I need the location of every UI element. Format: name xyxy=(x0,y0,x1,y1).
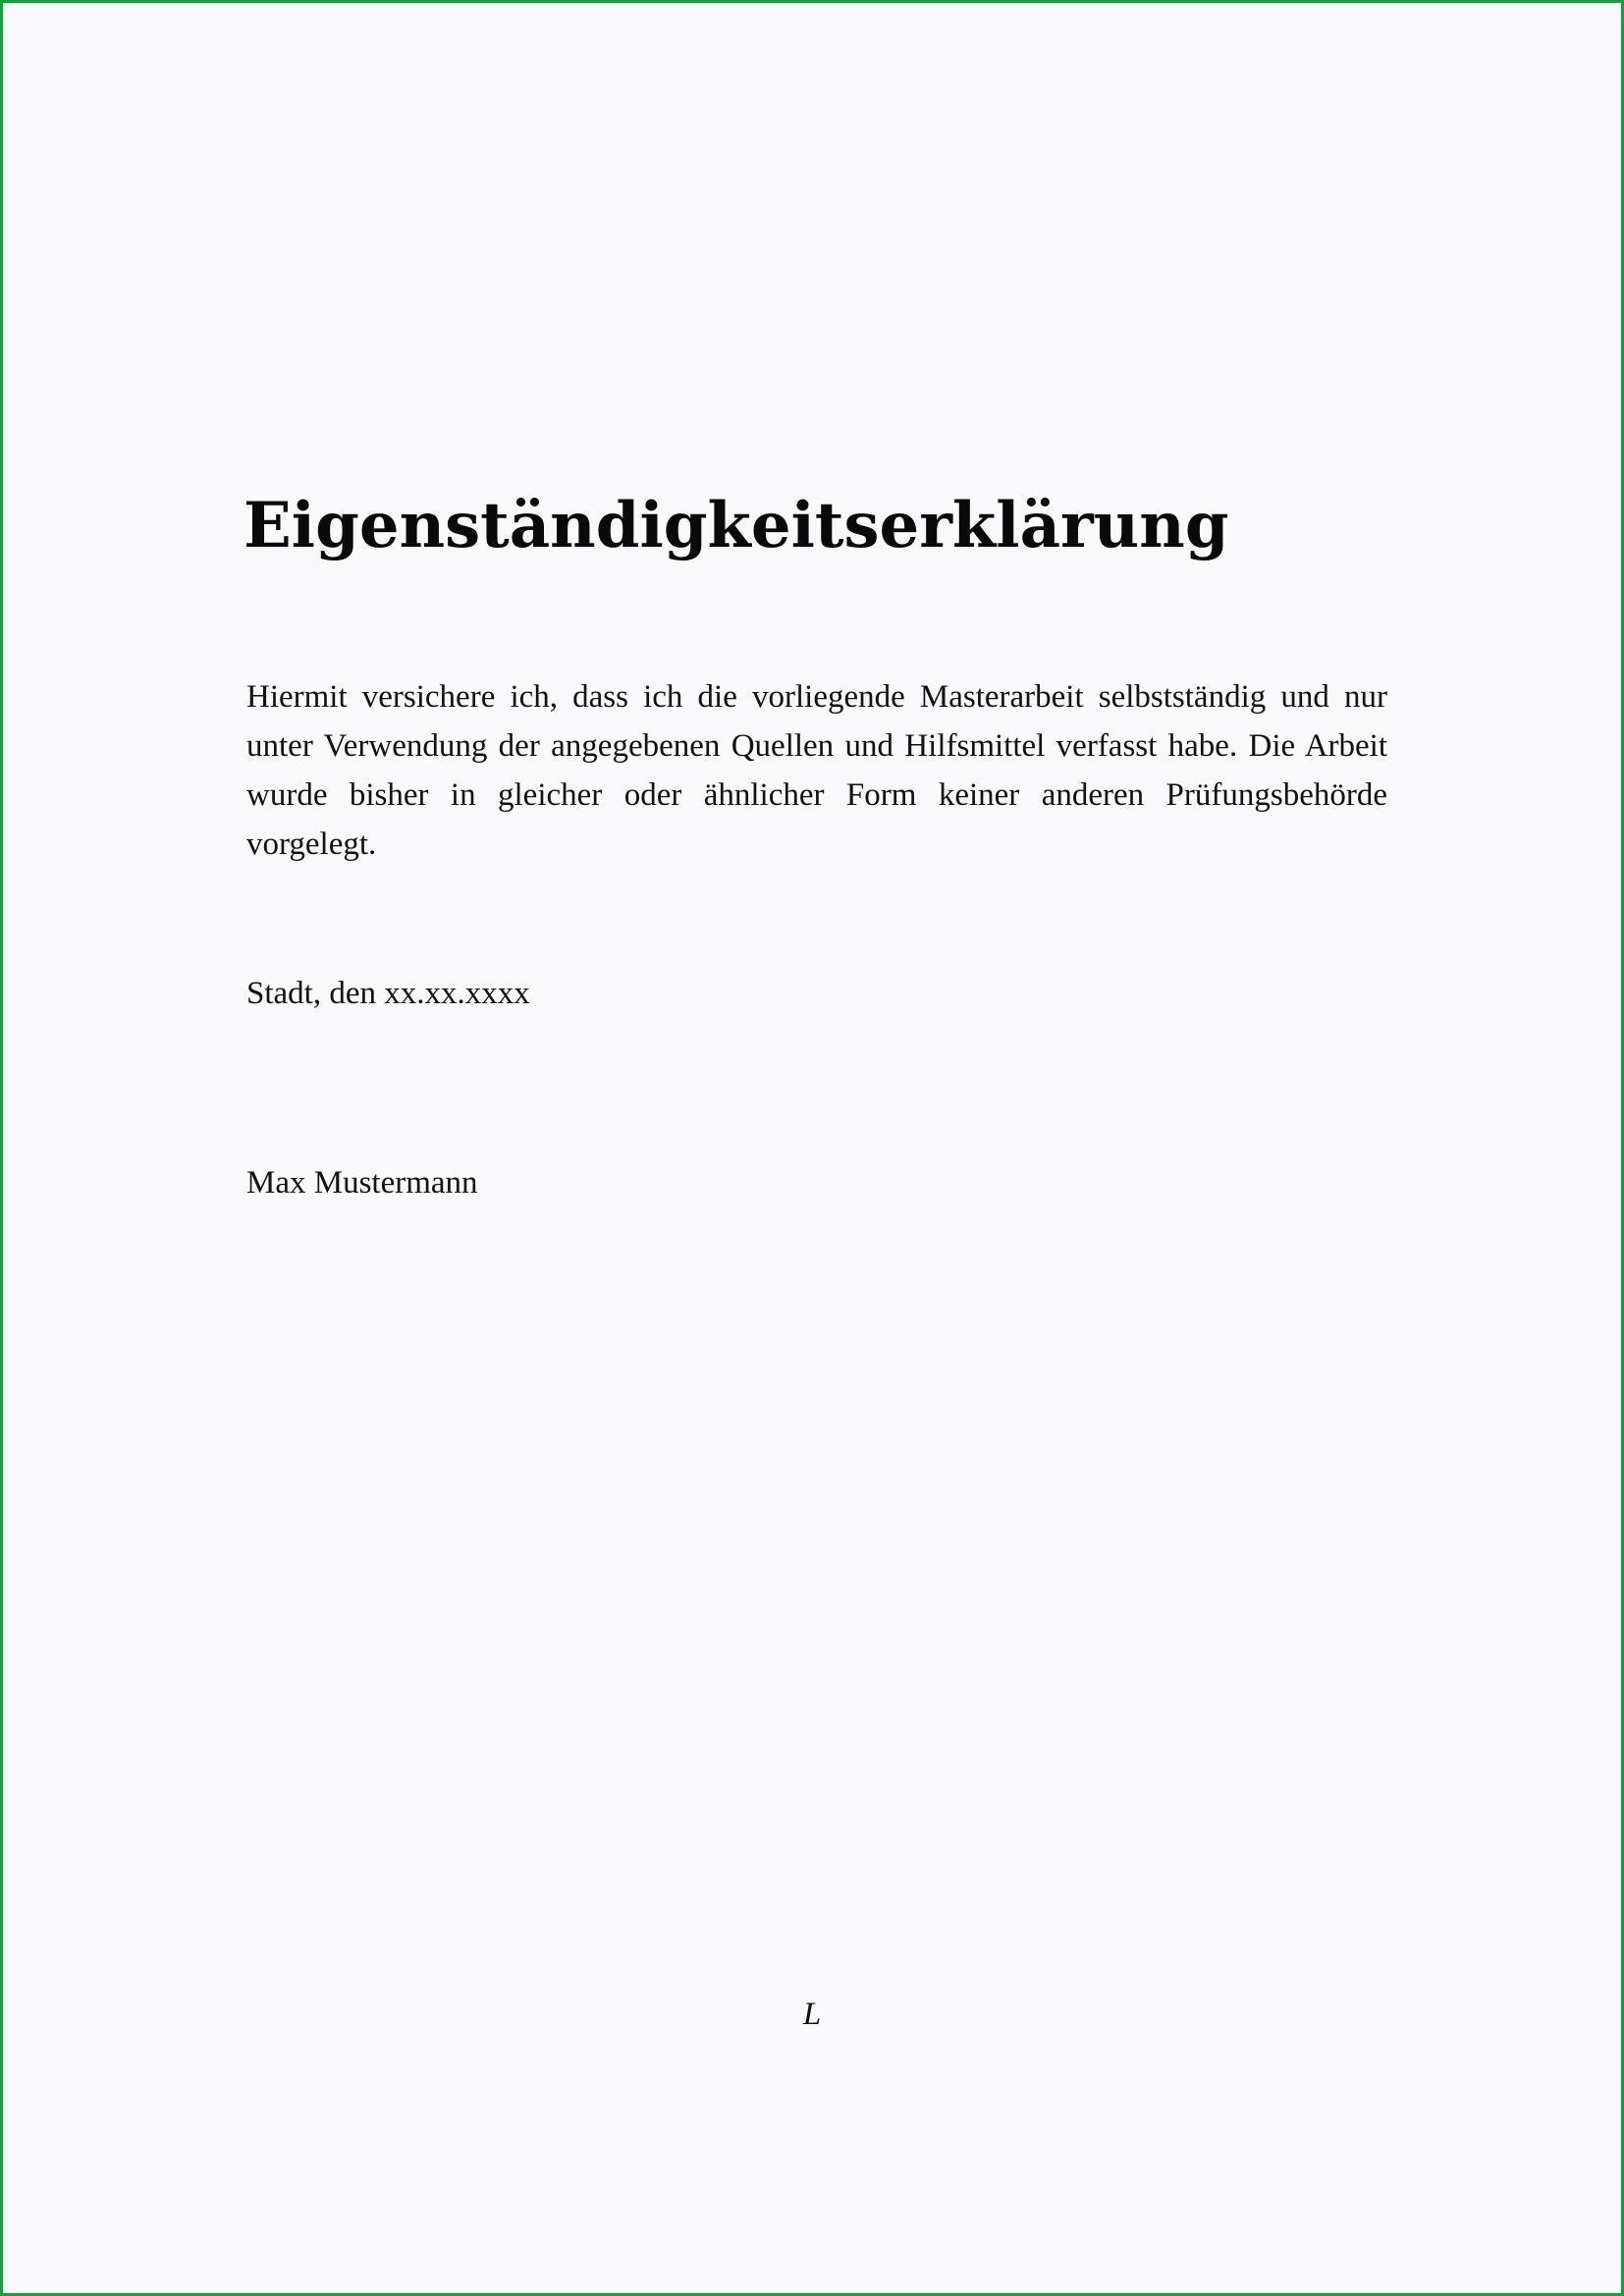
place-date-line: Stadt, den xx.xx.xxxx xyxy=(246,976,530,1011)
declaration-paragraph: Hiermit versichere ich, dass ich die vorliegende Masterarbeit selbstständig und nur unter Verwendung der angegebenen Quellen und Hilfsmittel verfasst habe. Die Arbeit wurde bisher in gleicher oder ähnlicher Form keiner anderen Prüfungsbehörde vorgelegt. xyxy=(246,679,1387,862)
signature-name: Max Mustermann xyxy=(246,1165,478,1201)
page-title: Eigenständigkeitserklärung xyxy=(244,489,1229,562)
page-number: L xyxy=(802,1997,822,2032)
